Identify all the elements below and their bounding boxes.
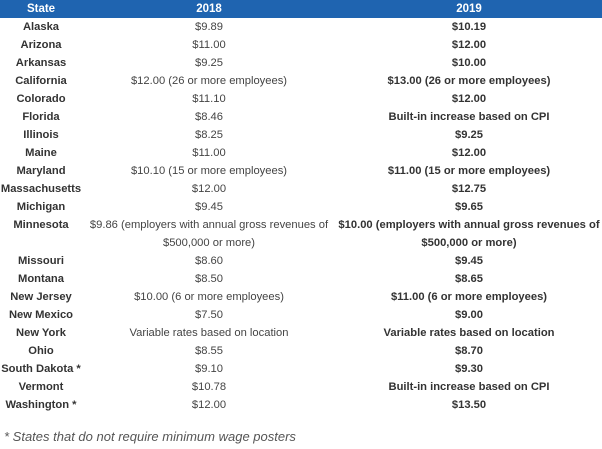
table-row [0, 306, 602, 324]
wage-2018-cell: $9.89 [195, 21, 223, 33]
wage-2018-cell: $9.86 (employers with annual gross revenues of $500,000 or more) [89, 219, 329, 249]
wage-2019-cell: $9.30 [455, 363, 483, 375]
wage-2018-cell: $8.25 [195, 129, 223, 141]
wage-2018-cell: $7.50 [195, 309, 223, 321]
wage-2018-cell: $8.55 [195, 345, 223, 357]
wage-2018-cell: $11.00 [192, 39, 226, 51]
header-state: State [26, 3, 56, 15]
table-row [0, 144, 602, 162]
state-cell: South Dakota * [1, 363, 81, 375]
wage-2019-cell: $9.45 [455, 255, 483, 267]
wage-2018-cell: $10.10 (15 or more employees) [130, 165, 288, 177]
state-cell: Illinois [23, 129, 59, 141]
table-row [0, 90, 602, 108]
state-cell: Michigan [16, 201, 66, 213]
wage-2019-cell: $12.00 [451, 39, 487, 51]
table-row [0, 342, 602, 360]
state-cell: Arkansas [15, 57, 67, 69]
table-row [0, 108, 602, 126]
wage-2019-cell: $8.65 [455, 273, 483, 285]
table-row [0, 126, 602, 144]
state-cell: Montana [18, 273, 64, 285]
state-cell: Vermont [18, 381, 64, 393]
header-2018: 2018 [196, 3, 222, 15]
wage-2018-cell: $11.00 [192, 147, 226, 159]
table-row [0, 360, 602, 378]
wage-2019-cell: Built-in increase based on CPI [388, 111, 550, 123]
state-cell: Maine [25, 147, 57, 159]
table-row [0, 252, 602, 270]
table-row [0, 288, 602, 306]
wage-2018-cell: $12.00 [191, 183, 227, 195]
state-cell: Minnesota [13, 219, 69, 231]
table-row [0, 180, 602, 198]
wage-2018-cell: $8.60 [195, 255, 223, 267]
wage-2019-cell: $10.19 [451, 21, 487, 33]
footnote: * States that do not require minimum wage posters [4, 429, 296, 444]
wage-2019-cell: Variable rates based on location [383, 327, 555, 339]
wage-2019-cell: $8.70 [455, 345, 483, 357]
state-cell: Ohio [28, 345, 54, 357]
wage-2019-cell: $9.65 [455, 201, 483, 213]
wage-2019-cell: $9.00 [455, 309, 483, 321]
wage-2019-cell: $12.00 [451, 147, 487, 159]
table-row [0, 198, 602, 216]
table-row [0, 18, 602, 36]
state-cell: Alaska [22, 21, 60, 33]
wage-2018-cell: $12.00 [191, 399, 227, 411]
wage-2019-cell: $12.75 [451, 183, 487, 195]
wage-2018-cell: $8.50 [195, 273, 223, 285]
wage-2019-cell: Built-in increase based on CPI [388, 381, 550, 393]
wage-2019-cell: $11.00 (6 or more employees) [390, 291, 548, 303]
wage-2019-cell: $12.00 [451, 93, 487, 105]
state-cell: New Jersey [10, 291, 72, 303]
state-cell: New Mexico [8, 309, 74, 321]
table-row [0, 396, 602, 414]
wage-2018-cell: $11.10 [192, 93, 226, 105]
table-row [0, 162, 602, 180]
table-row [0, 36, 602, 54]
state-cell: Massachusetts [0, 183, 82, 195]
state-cell: Colorado [16, 93, 66, 105]
state-cell: Maryland [16, 165, 66, 177]
wage-2018-cell: $9.45 [195, 201, 223, 213]
wage-2018-cell: $8.46 [195, 111, 223, 123]
table-row [0, 216, 602, 252]
wage-2019-cell: $11.00 (15 or more employees) [387, 165, 551, 177]
state-cell: New York [16, 327, 66, 339]
table-row [0, 72, 602, 90]
wage-2018-cell: Variable rates based on location [129, 327, 289, 339]
state-cell: Arizona [20, 39, 62, 51]
wage-2018-cell: $10.00 (6 or more employees) [134, 291, 284, 303]
table-body [0, 18, 602, 414]
table-header-row [0, 0, 602, 18]
wage-2018-cell: $9.25 [195, 57, 223, 69]
state-cell: Missouri [17, 255, 64, 267]
wage-2019-cell: $13.50 [451, 399, 487, 411]
wage-2019-cell: $13.00 (26 or more employees) [387, 75, 551, 87]
state-cell: Washington * [5, 399, 77, 411]
wage-2018-cell: $10.78 [191, 381, 227, 393]
wage-2018-cell: $12.00 (26 or more employees) [130, 75, 288, 87]
header-2019: 2019 [456, 3, 482, 15]
state-cell: California [15, 75, 67, 87]
wage-2019-cell: $9.25 [455, 129, 483, 141]
table-row [0, 324, 602, 342]
wage-2018-cell: $9.10 [195, 363, 223, 375]
table-row [0, 270, 602, 288]
state-cell: Florida [22, 111, 60, 123]
wage-2019-cell: $10.00 (employers with annual gross revenues of $500,000 or more) [338, 219, 600, 249]
table-row [0, 378, 602, 396]
table-row [0, 54, 602, 72]
wage-2019-cell: $10.00 [451, 57, 487, 69]
